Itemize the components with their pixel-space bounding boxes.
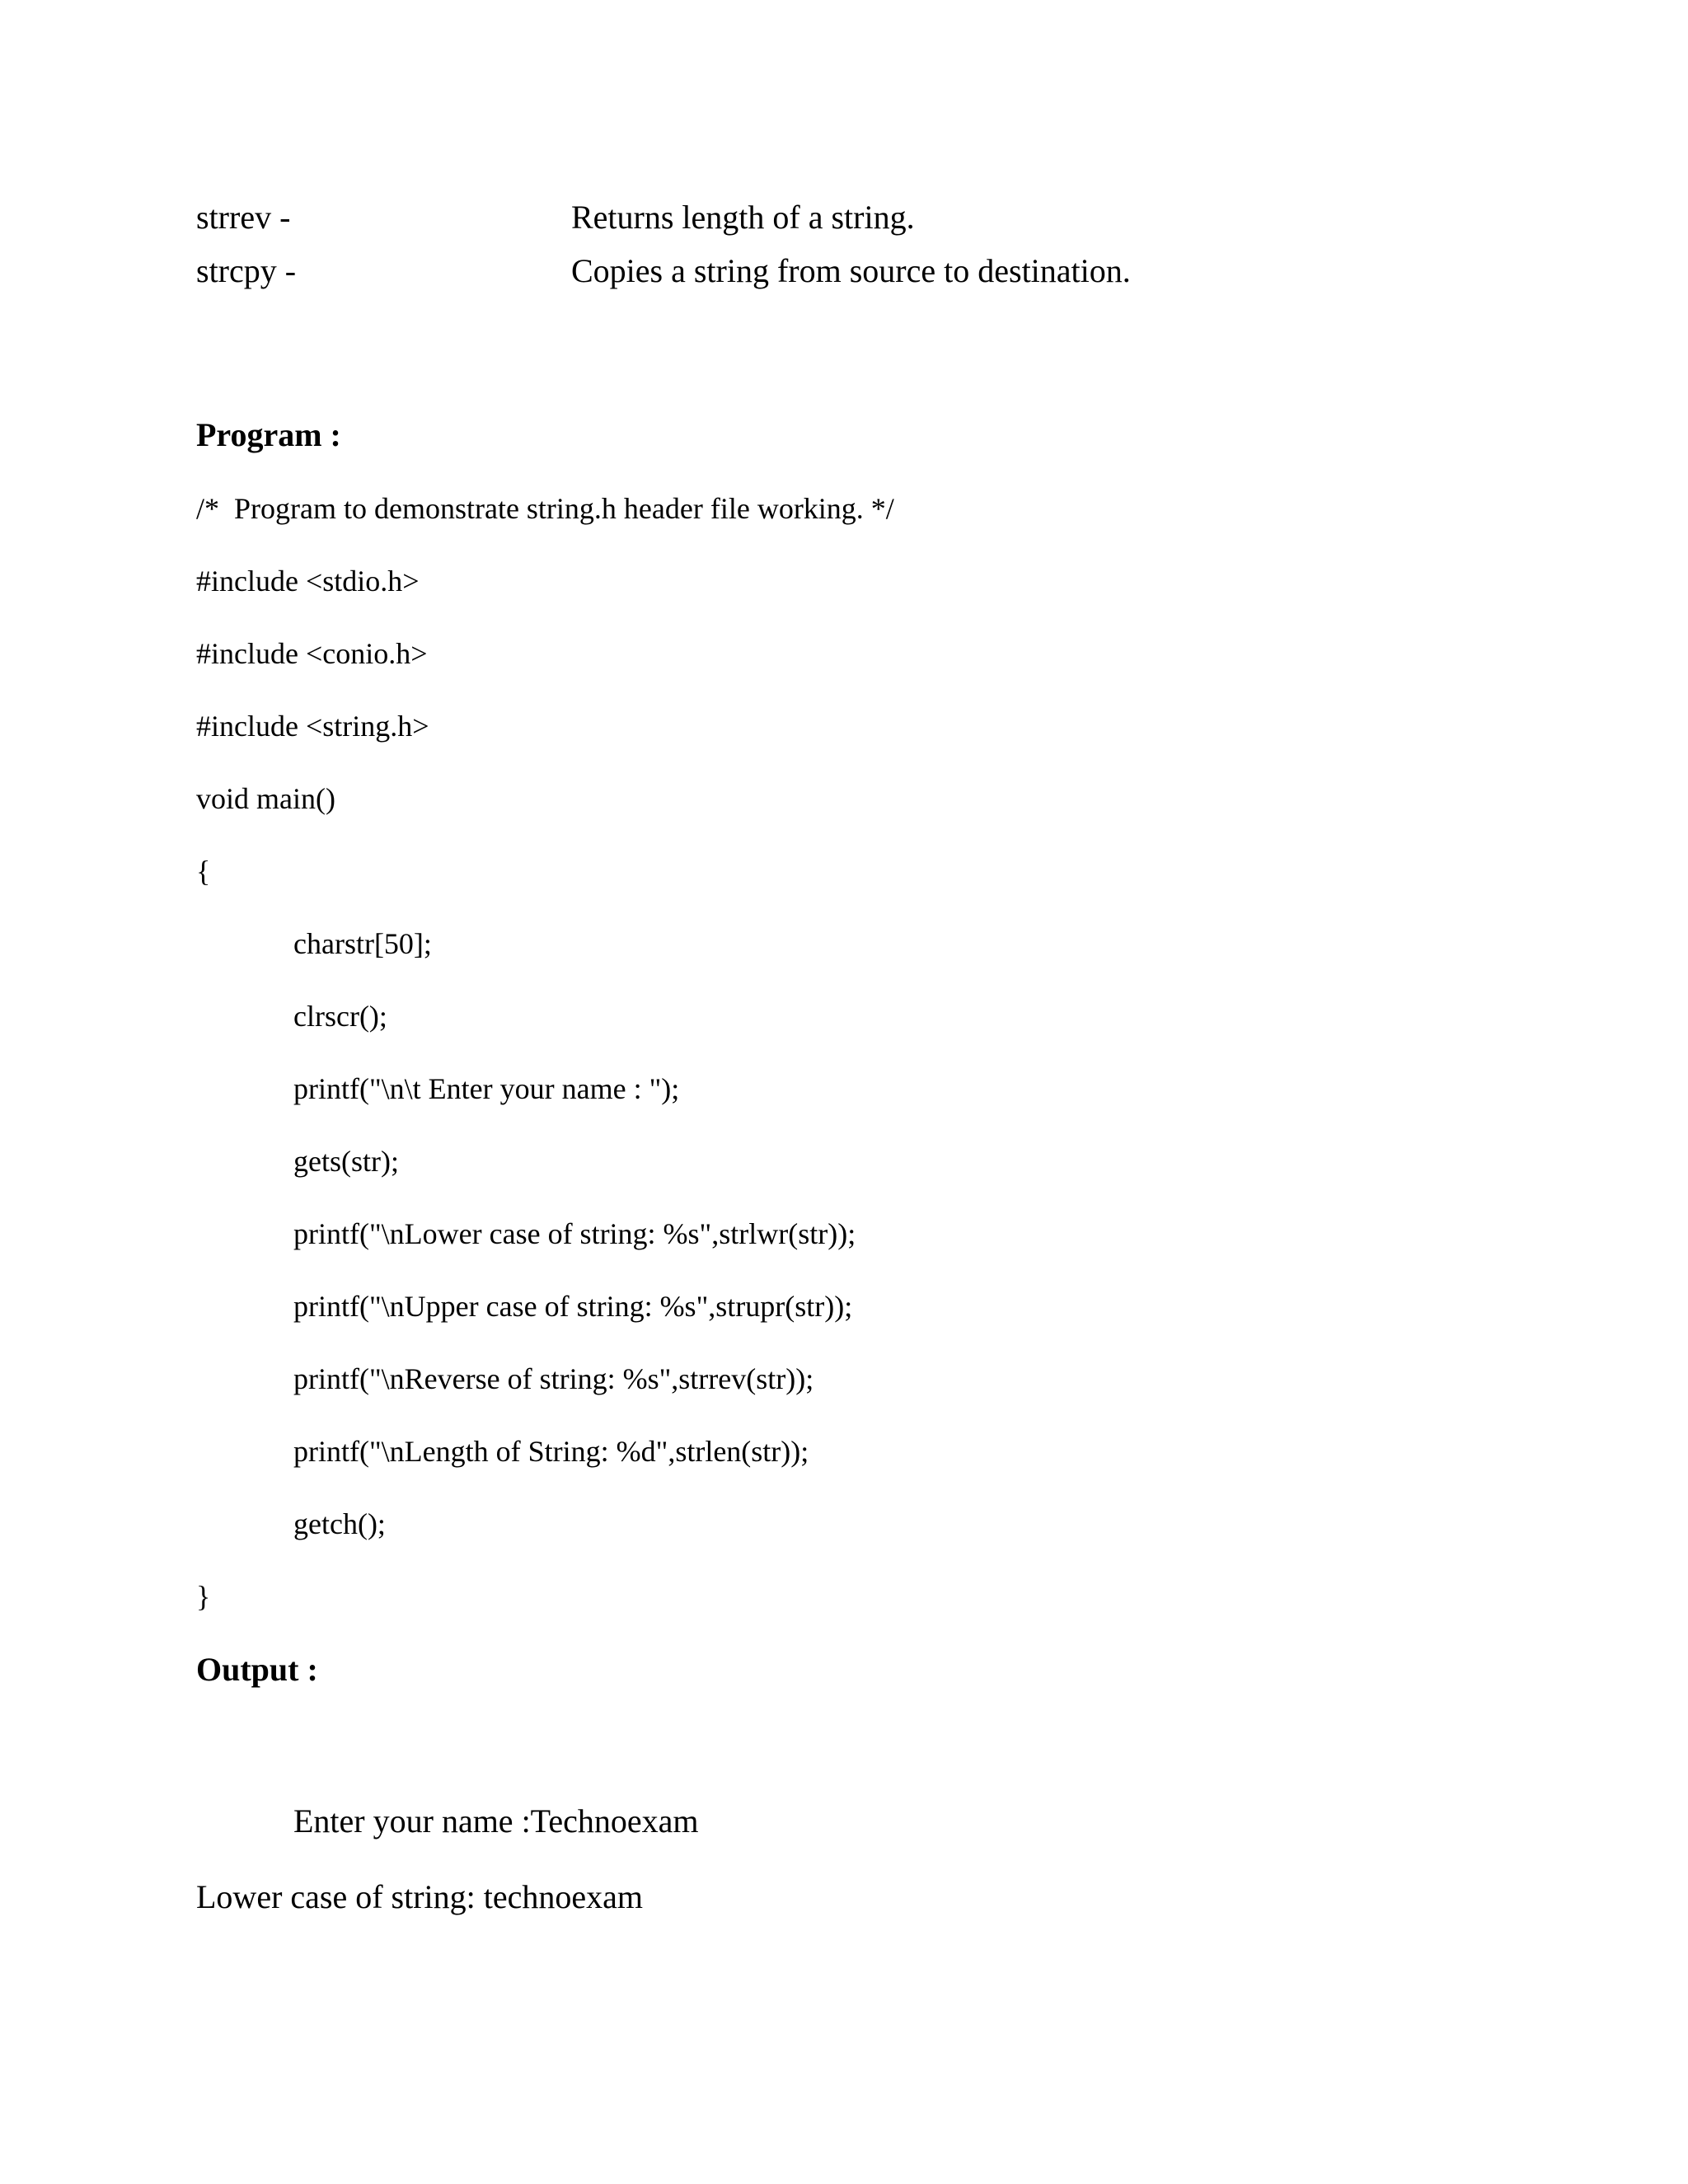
function-name: strcpy - <box>196 252 297 289</box>
code-line-close-brace: } <box>196 1580 211 1613</box>
code-line-lower: printf("\nLower case of string: %s",strlwr(str)); <box>293 1217 856 1250</box>
function-description: Copies a string from source to destination. <box>571 252 1131 289</box>
code-line-include-string: #include <string.h> <box>196 710 429 743</box>
program-heading: Program : <box>196 416 341 453</box>
code-line-getch: getch(); <box>293 1507 386 1540</box>
code-line-include-stdio: #include <stdio.h> <box>196 565 420 598</box>
function-name: strrev - <box>196 199 291 236</box>
function-description: Returns length of a string. <box>571 199 915 236</box>
code-line-reverse: printf("\nReverse of string: %s",strrev(str)); <box>293 1362 814 1395</box>
function-row-strrev <box>0 198 1688 237</box>
output-heading: Output : <box>196 1651 318 1688</box>
code-line-comment: /* Program to demonstrate string.h header file working. */ <box>196 492 894 525</box>
function-row-strcpy <box>0 251 1688 291</box>
code-line-prompt: printf("\n\t Enter your name : "); <box>293 1072 680 1105</box>
code-line-main: void main() <box>196 782 335 815</box>
code-line-clrscr: clrscr(); <box>293 1000 387 1033</box>
output-line-lowercase: Lower case of string: technoexam <box>196 1878 644 1915</box>
code-line-include-conio: #include <conio.h> <box>196 637 428 670</box>
code-line-gets: gets(str); <box>293 1145 399 1178</box>
code-line-upper: printf("\nUpper case of string: %s",strupr(str)); <box>293 1290 853 1323</box>
code-line-open-brace: { <box>196 855 211 888</box>
code-line-declaration: charstr[50]; <box>293 927 432 960</box>
code-line-length: printf("\nLength of String: %d",strlen(str)); <box>293 1435 809 1468</box>
output-line-prompt: Enter your name :Technoexam <box>293 1802 699 1840</box>
